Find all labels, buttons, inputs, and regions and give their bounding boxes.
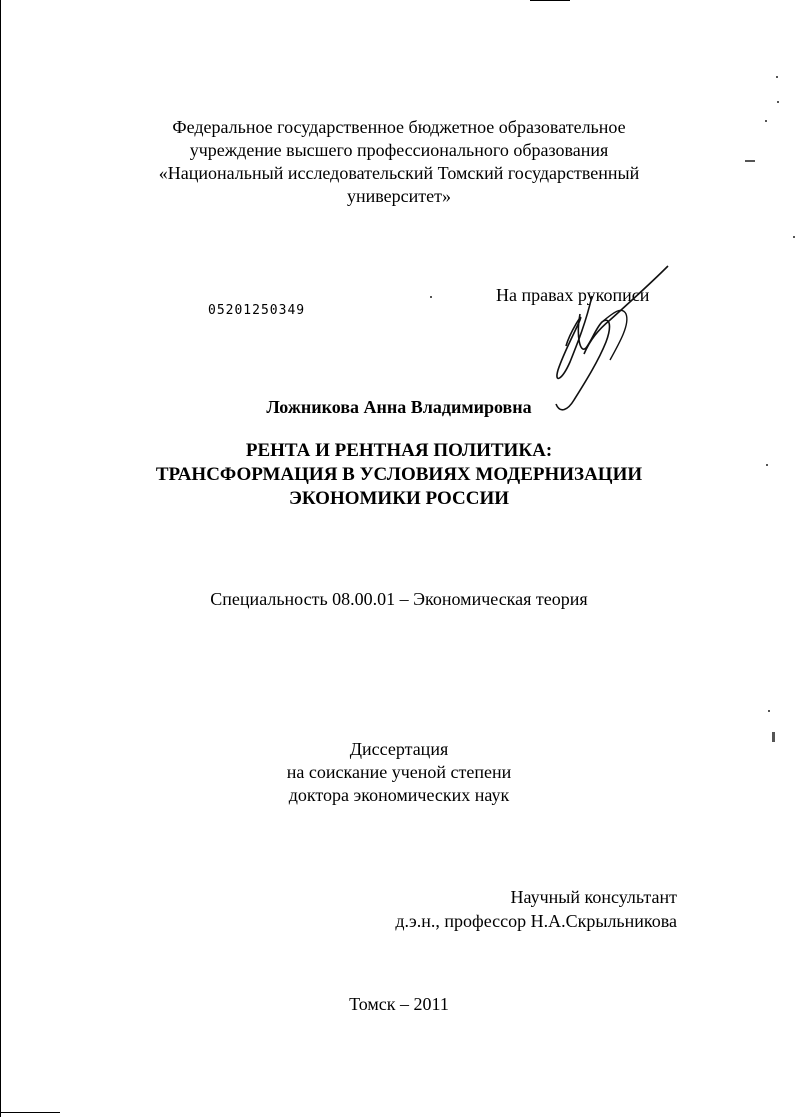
scan-speck [793, 236, 795, 238]
title-line: ТРАНСФОРМАЦИЯ В УСЛОВИЯХ МОДЕРНИЗАЦИИ [155, 464, 643, 485]
manuscript-note: На правах рукописи [496, 285, 650, 305]
scan-speck [765, 120, 767, 122]
scan-speck [430, 296, 432, 298]
author-name: Ложникова Анна Владимировна [266, 397, 532, 417]
institution-line: «Национальный исследовательский Томский государственный [158, 163, 640, 183]
institution-line: Федеральное государственное бюджетное образовательное [172, 117, 626, 137]
specialty: Специальность 08.00.01 – Экономическая теория [210, 589, 588, 609]
degree-line: на соискание ученой степени [286, 762, 512, 782]
registration-code: 05201250349 [208, 303, 306, 318]
dissertation-title [0, 439, 798, 511]
city-year: Томск – 2011 [349, 994, 449, 1014]
title-line: РЕНТА И РЕНТНАЯ ПОЛИТИКА: [245, 440, 553, 461]
degree-line: Диссертация [349, 739, 449, 759]
institution-line: учреждение высшего профессионального образования [189, 140, 609, 160]
scan-speck [766, 464, 768, 466]
scan-top-mark [530, 0, 570, 1]
scan-bottom-edge [0, 1112, 60, 1113]
advisor-line: д.э.н., профессор Н.А.Скрыльникова [395, 911, 677, 931]
scan-left-edge [0, 0, 1, 1117]
institution-line: университет» [347, 186, 451, 206]
advisor-line: Научный консультант [510, 887, 677, 907]
title-line: ЭКОНОМИКИ РОССИИ [288, 488, 510, 509]
scan-speck [777, 101, 779, 103]
scan-speck [745, 160, 755, 162]
degree-line: доктора экономических наук [288, 785, 510, 805]
scientific-advisor [380, 885, 677, 933]
scan-speck [768, 710, 770, 712]
degree-block [0, 738, 798, 807]
institution-block [0, 116, 798, 208]
scan-speck [772, 732, 775, 742]
scan-speck [776, 76, 778, 78]
